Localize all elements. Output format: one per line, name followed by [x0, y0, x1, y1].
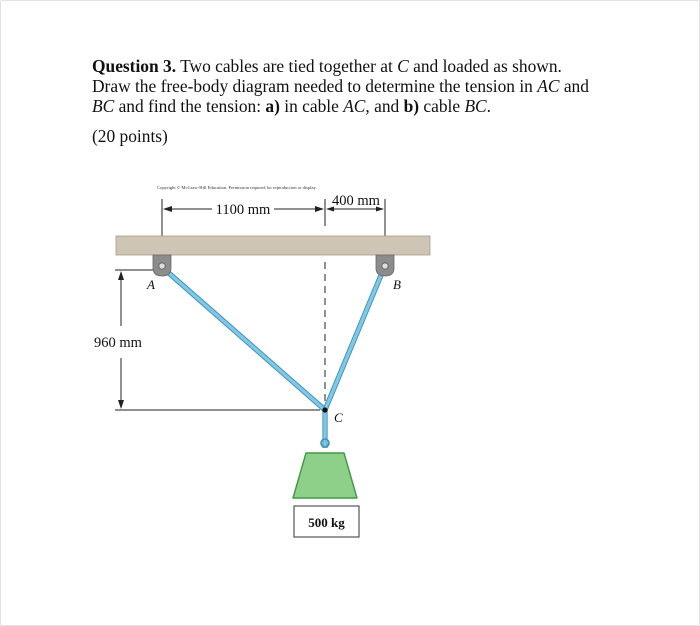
part-a-label: a): [265, 96, 280, 116]
point-c: [322, 407, 327, 412]
label-a: A: [147, 277, 155, 292]
question-line-3: and find the tension:: [114, 96, 266, 116]
cable-bc: [325, 268, 384, 410]
part-a-var: AC: [343, 96, 366, 116]
points-label: (20 points): [92, 126, 168, 146]
part-a-text-end: , and: [365, 96, 404, 116]
support-a: [153, 255, 171, 276]
dimension-960: [115, 270, 320, 410]
ceiling-beam: [116, 236, 430, 255]
var-c: C: [397, 56, 409, 76]
question-line-2: Draw the free-body diagram needed to determine the tension in: [92, 76, 538, 96]
var-bc: BC: [92, 96, 115, 116]
support-b: [376, 255, 394, 276]
label-c: C: [334, 410, 343, 425]
part-a-text: in cable: [279, 96, 344, 116]
dim-1100-label: 1100 mm: [215, 202, 271, 218]
part-b-label: b): [403, 96, 420, 116]
dim-400-label: 400 mm: [332, 193, 380, 209]
weight-block: [293, 453, 357, 498]
cable-c-weight: [321, 410, 329, 448]
question-line-1-end: and loaded as shown.: [408, 56, 562, 76]
part-b-var: BC: [464, 96, 487, 116]
question-number: Question 3.: [92, 56, 177, 76]
question-line-2-end: and: [559, 76, 589, 96]
part-b-text-end: .: [486, 96, 492, 116]
copyright-text: Copyright © McGraw-Hill Education. Permission required for reproduction or display.: [157, 185, 317, 190]
part-b-text: cable: [419, 96, 465, 116]
cable-ac: [163, 268, 325, 410]
label-b: B: [393, 277, 401, 292]
mass-label: 500 kg: [308, 515, 345, 530]
question-line-1: Two cables are tied together at: [176, 56, 398, 76]
var-ac: AC: [537, 76, 560, 96]
dim-960-label: 960 mm: [94, 335, 142, 351]
